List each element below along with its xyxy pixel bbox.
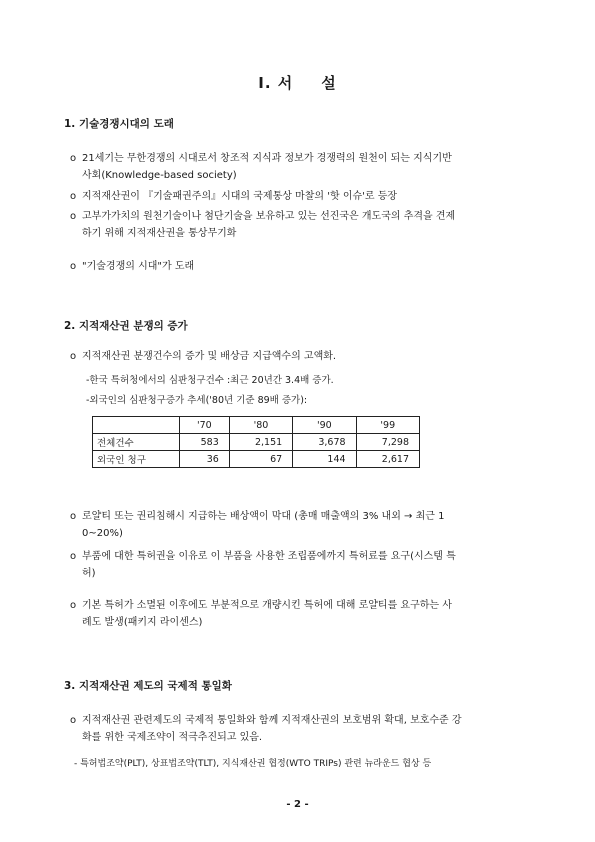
bullet-text: "기술경쟁의 시대"가 도래	[82, 261, 195, 272]
table-row-label: 외국인 청구	[93, 451, 180, 468]
section-3-heading: 3. 지적재산권 제도의 국제적 통일화	[64, 680, 232, 692]
bullet-text: 고부가가치의 원천기술이나 첨단기술을 보유하고 있는 선진국은 개도국의 추격을 견제	[82, 211, 456, 222]
table-row	[93, 451, 420, 468]
bullet-marker: ο	[70, 600, 77, 611]
table-header-cell	[93, 417, 180, 434]
bullet-marker: ο	[70, 551, 77, 562]
section-3-dash-1: - 특허법조약(PLT), 상표법조약(TLT), 지식재산권 협정(WTO TRIPs) 관련 뉴라운드 협상 등	[74, 759, 432, 769]
bullet-text: 지적재산권이 『기술패권주의』시대의 국제통상 마찰의 '핫 이슈'로 등장	[82, 191, 398, 202]
bullet-marker: ο	[70, 191, 77, 202]
bullet-text: 지적재산권 관련제도의 국제적 통일화와 함께 지적재산권의 보호범위 확대, 보호수준 강	[82, 715, 462, 726]
bullet-marker: ο	[70, 211, 77, 222]
table-row	[93, 434, 420, 451]
table-header-row	[93, 417, 420, 434]
section-2-bullet-1	[70, 508, 550, 542]
table-cell: 3,678	[293, 434, 356, 451]
bullet-text-cont: 화를 위한 국제조약이 적극추진되고 있음.	[82, 732, 263, 743]
section-2-heading: 2. 지적재산권 분쟁의 증가	[64, 320, 188, 332]
table-header-cell: '99	[356, 417, 419, 434]
bullet-marker: ο	[70, 511, 77, 522]
table-row-label: 전체건수	[93, 434, 180, 451]
page-number: - 2 -	[286, 799, 309, 810]
bullet-text-cont: 례도 발생(패키지 라이센스)	[82, 617, 203, 628]
table-header-cell: '70	[180, 417, 230, 434]
section-2-intro	[70, 348, 550, 365]
table-header-cell: '80	[229, 417, 292, 434]
bullet-text: 로얄티 또는 권리침해시 지급하는 배상액이 막대 (총매 매출액의 3% 내외 → 최근 1	[82, 511, 445, 522]
bullet-text-cont: 하기 위해 지적재산권을 통상무기화	[82, 228, 237, 239]
page-title-numeral: Ⅰ. 서	[258, 74, 294, 92]
bullet-text: 지적재산권 분쟁건수의 증가 및 배상금 지급액수의 고액화.	[82, 351, 337, 362]
table-cell: 2,617	[356, 451, 419, 468]
section-1-bullet-1	[70, 150, 550, 184]
section-2-bullet-3	[70, 597, 550, 631]
section-2-dash-1: -한국 특허청에서의 심판청구건수 :최근 20년간 3.4배 증가.	[86, 375, 334, 386]
section-3-bullet-1	[70, 712, 550, 746]
page-title	[0, 72, 595, 93]
table-cell: 2,151	[229, 434, 292, 451]
table-cell: 144	[293, 451, 356, 468]
bullet-marker: ο	[70, 261, 77, 272]
section-1-bullet-2	[70, 188, 550, 205]
table-cell: 583	[180, 434, 230, 451]
bullet-text: 부품에 대한 특허권을 이유로 이 부품을 사용한 조립품에까지 특허료를 요구(시스템 특	[82, 551, 456, 562]
section-1-heading: 1. 기술경쟁시대의 도래	[64, 118, 174, 130]
bullet-marker: ο	[70, 351, 77, 362]
section-1-bullet-4	[70, 258, 550, 275]
section-2-bullet-2	[70, 548, 550, 582]
bullet-marker: ο	[70, 153, 77, 164]
bullet-text-cont: 0~20%)	[82, 528, 123, 539]
table-cell: 67	[229, 451, 292, 468]
table-header-cell: '90	[293, 417, 356, 434]
bullet-marker: ο	[70, 715, 77, 726]
bullet-text-cont: 허)	[82, 568, 96, 579]
section-1-bullet-3	[70, 208, 550, 242]
bullet-text: 21세기는 무한경쟁의 시대로서 창조적 지식과 정보가 경쟁력의 원천이 되는 지식기반	[82, 153, 452, 164]
stats-table	[92, 416, 420, 468]
table-cell: 36	[180, 451, 230, 468]
table-cell: 7,298	[356, 434, 419, 451]
page-title-last: 설	[321, 74, 337, 92]
section-2-dash-2: -외국인의 심판청구증가 추세('80년 기준 89배 증가):	[86, 395, 308, 406]
bullet-text: 기본 특허가 소멸된 이후에도 부분적으로 개량시킨 특허에 대해 로얄티를 요구하는 사	[82, 600, 452, 611]
bullet-text-cont: 사회(Knowledge-based society)	[82, 170, 237, 181]
